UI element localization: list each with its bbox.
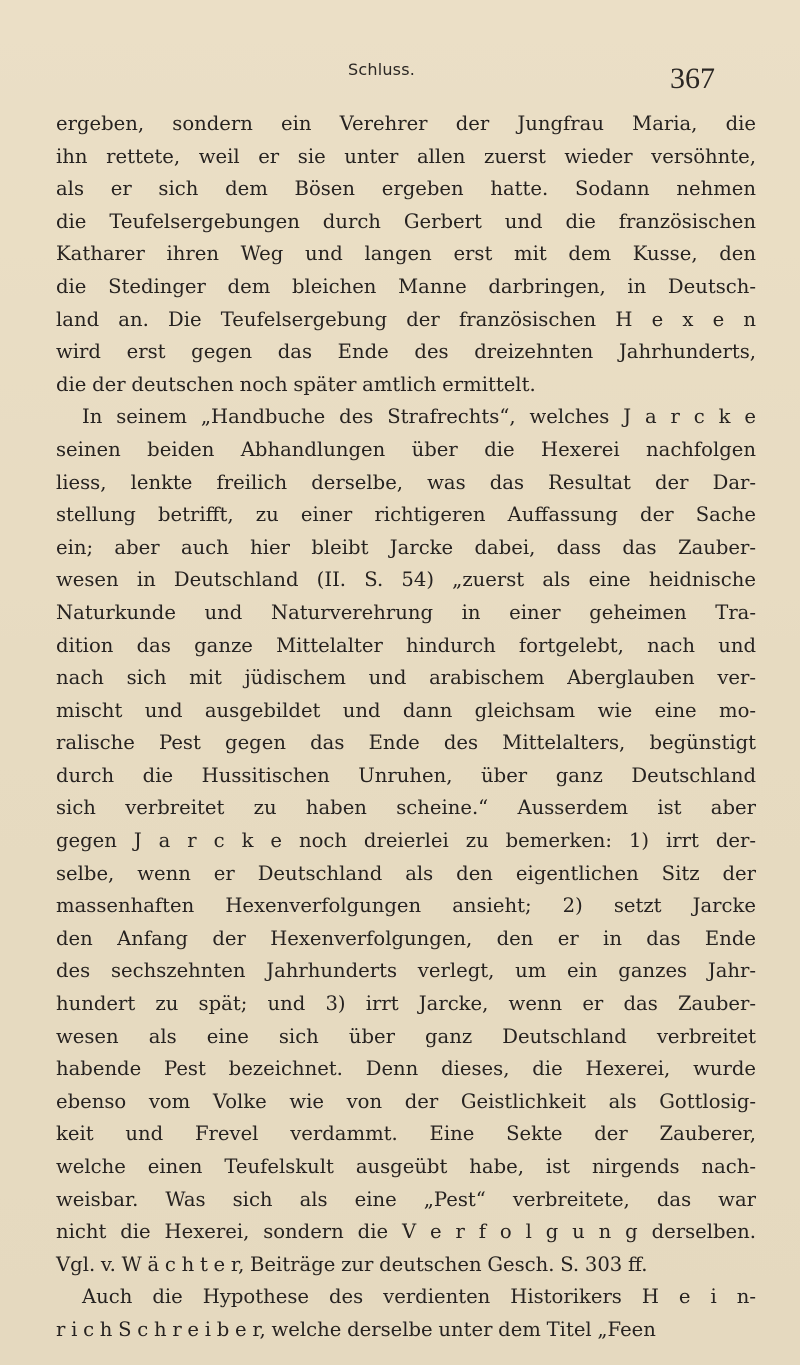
text-line: Naturkunde und Naturverehrung in einer geheimen Tra- (56, 600, 756, 624)
text-line: durch die Hussitischen Unruhen, über ganz Deutschland (56, 763, 756, 787)
text-line: In seinem „Handbuche des Strafrechts“, welches J a r c k e (82, 405, 756, 429)
text-line: die der deutschen noch später amtlich ermittelt. (56, 372, 536, 396)
text-line: ihn rettete, weil er sie unter allen zuerst wieder versöhnte, (56, 144, 756, 168)
text-line: Katharer ihren Weg und langen erst mit dem Kusse, den (56, 242, 756, 266)
text-line: keit und Frevel verdammt. Eine Sekte der Zauberer, (56, 1122, 756, 1146)
text-line: nicht die Hexerei, sondern die V e r f o l g u n g derselben. (56, 1220, 756, 1244)
text-line: stellung betrifft, zu einer richtigeren Auffassung der Sache (56, 503, 756, 527)
text-line: mischt und ausgebildet und dann gleichsam wie eine mo- (56, 698, 756, 722)
text-line: welche einen Teufelskult ausgeübt habe, ist nirgends nach- (56, 1155, 756, 1178)
page-number: 367 (670, 62, 715, 95)
text-line: seinen beiden Abhandlungen über die Hexerei nachfolgen (56, 437, 756, 461)
text-line: die Teufelsergebungen durch Gerbert und die französischen (56, 209, 756, 233)
running-head (0, 54, 800, 95)
text-line: hundert zu spät; und 3) irrt Jarcke, wenn er das Zauber- (56, 992, 756, 1016)
text-line: ralische Pest gegen das Ende des Mittelalters, begünstigt (56, 731, 756, 755)
text-line: selbe, wenn er Deutschland als den eigentlichen Sitz der (56, 861, 756, 885)
text-line: habende Pest bezeichnet. Denn dieses, die Hexerei, wurde (56, 1057, 756, 1081)
text-line: den Anfang der Hexenverfolgungen, den er in das Ende (56, 926, 756, 950)
running-title: Schluss. (348, 60, 416, 79)
text-line: weisbar. Was sich als eine „Pest“ verbreitete, das war (56, 1187, 756, 1211)
text-line: dition das ganze Mittelalter hindurch fortgelebt, nach und (56, 633, 756, 657)
text-line: ebenso vom Volke wie von der Geistlichkeit als Gottlosig- (56, 1089, 756, 1113)
text-line: r i c h S c h r e i b e r, welche derselbe unter dem Titel „Feen (56, 1317, 656, 1341)
text-line: Auch die Hypothese des verdienten Historikers H e i n- (82, 1285, 756, 1309)
text-line: land an. Die Teufelsergebung der französischen H e x e n (56, 307, 756, 331)
body-text (56, 108, 756, 1347)
text-line: als er sich dem Bösen ergeben hatte. Sodann nehmen (56, 177, 756, 201)
text-line: wesen als eine sich über ganz Deutschland verbreitet (56, 1024, 756, 1048)
text-line: wesen in Deutschland (II. S. 54) „zuerst als eine heidnische (56, 568, 756, 592)
text-line: liess, lenkte freilich derselbe, was das Resultat der Dar- (56, 470, 756, 494)
text-line: die Stedinger dem bleichen Manne darbringen, in Deutsch- (56, 274, 756, 298)
text-line: gegen J a r c k e noch dreierlei zu bemerken: 1) irrt der- (56, 829, 756, 853)
text-line: ergeben, sondern ein Verehrer der Jungfrau Maria, die (56, 112, 756, 135)
text-line: wird erst gegen das Ende des dreizehnten Jahrhunderts, (56, 340, 756, 364)
text-line: nach sich mit jüdischem und arabischem Aberglauben ver- (56, 666, 756, 690)
text-line: des sechszehnten Jahrhunderts verlegt, um ein ganzes Jahr- (56, 959, 756, 983)
text-line: Vgl. v. W ä c h t e r, Beiträge zur deutschen Gesch. S. 303 ff. (56, 1252, 648, 1276)
text-line: ein; aber auch hier bleibt Jarcke dabei, dass das Zauber- (56, 535, 756, 559)
text-line: massenhaften Hexenverfolgungen ansieht; 2) setzt Jarcke (56, 894, 756, 918)
text-line: sich verbreitet zu haben scheine.“ Ausserdem ist aber (56, 796, 756, 820)
